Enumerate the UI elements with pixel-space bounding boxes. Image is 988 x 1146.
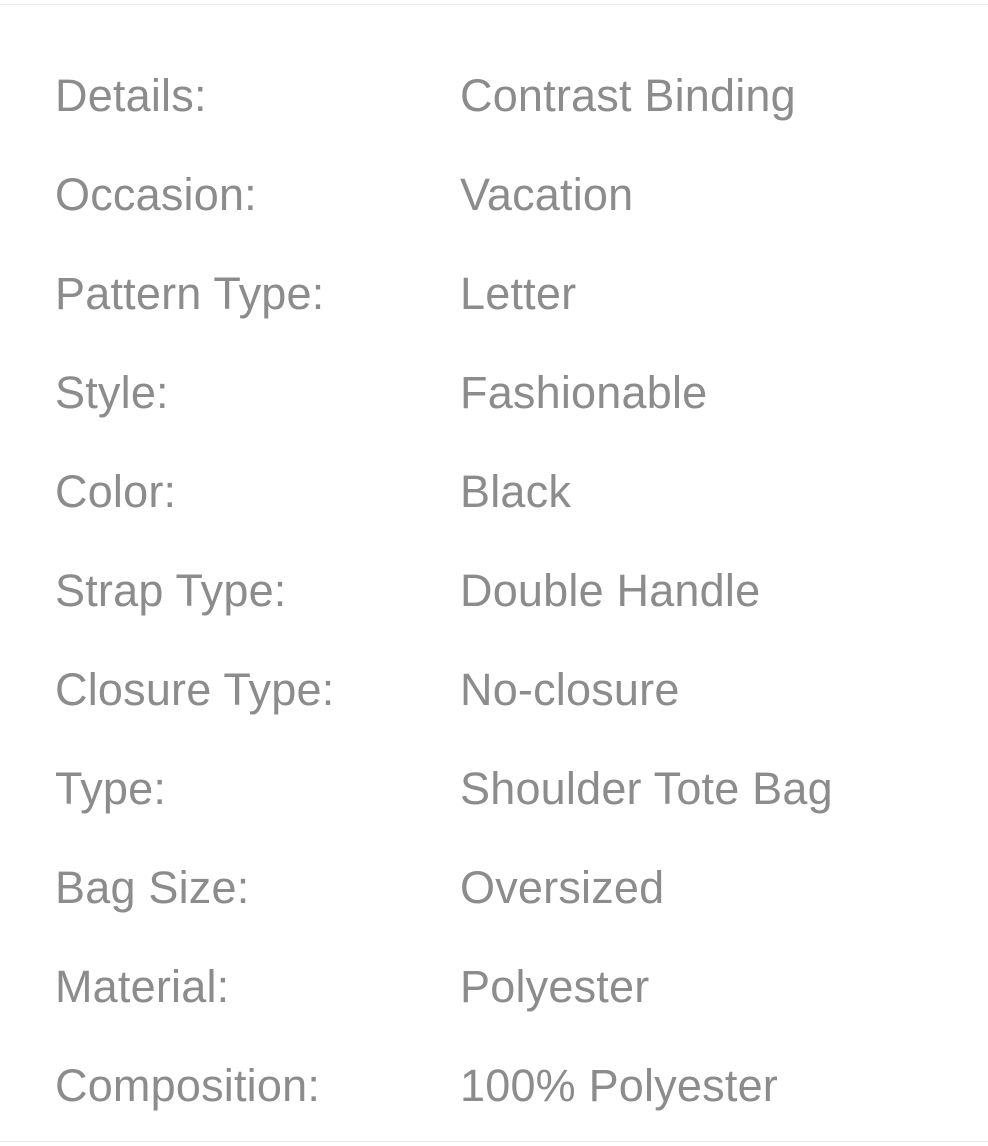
list-item xyxy=(0,145,988,244)
attribute-label: Material: xyxy=(55,961,230,1012)
attribute-label: Style: xyxy=(55,367,169,418)
attribute-label: Bag Size: xyxy=(55,862,250,913)
top-divider xyxy=(0,4,988,5)
attribute-value: No-closure xyxy=(460,664,680,715)
list-item xyxy=(0,640,988,739)
attribute-value: Fashionable xyxy=(460,367,708,418)
attribute-value: Vacation xyxy=(460,169,634,220)
list-item xyxy=(0,937,988,1036)
list-item xyxy=(0,343,988,442)
list-item xyxy=(0,739,988,838)
list-item xyxy=(0,1036,988,1135)
list-item xyxy=(0,541,988,640)
attribute-value: 100% Polyester xyxy=(460,1060,778,1111)
list-item xyxy=(0,46,988,145)
attribute-value: Double Handle xyxy=(460,565,761,616)
product-attribute-list xyxy=(0,46,988,1135)
list-item xyxy=(0,442,988,541)
attribute-label: Occasion: xyxy=(55,169,257,220)
attribute-label: Type: xyxy=(55,763,167,814)
attribute-value: Polyester xyxy=(460,961,650,1012)
attribute-value: Oversized xyxy=(460,862,665,913)
attribute-value: Shoulder Tote Bag xyxy=(460,763,833,814)
attribute-value: Letter xyxy=(460,268,577,319)
attribute-value: Black xyxy=(460,466,572,517)
attribute-label: Color: xyxy=(55,466,177,517)
bottom-divider xyxy=(0,1141,988,1142)
attribute-label: Strap Type: xyxy=(55,565,287,616)
attribute-label: Details: xyxy=(55,70,207,121)
attribute-label: Composition: xyxy=(55,1060,321,1111)
attribute-label: Closure Type: xyxy=(55,664,335,715)
list-item xyxy=(0,838,988,937)
attribute-label: Pattern Type: xyxy=(55,268,325,319)
attribute-value: Contrast Binding xyxy=(460,70,796,121)
list-item xyxy=(0,244,988,343)
